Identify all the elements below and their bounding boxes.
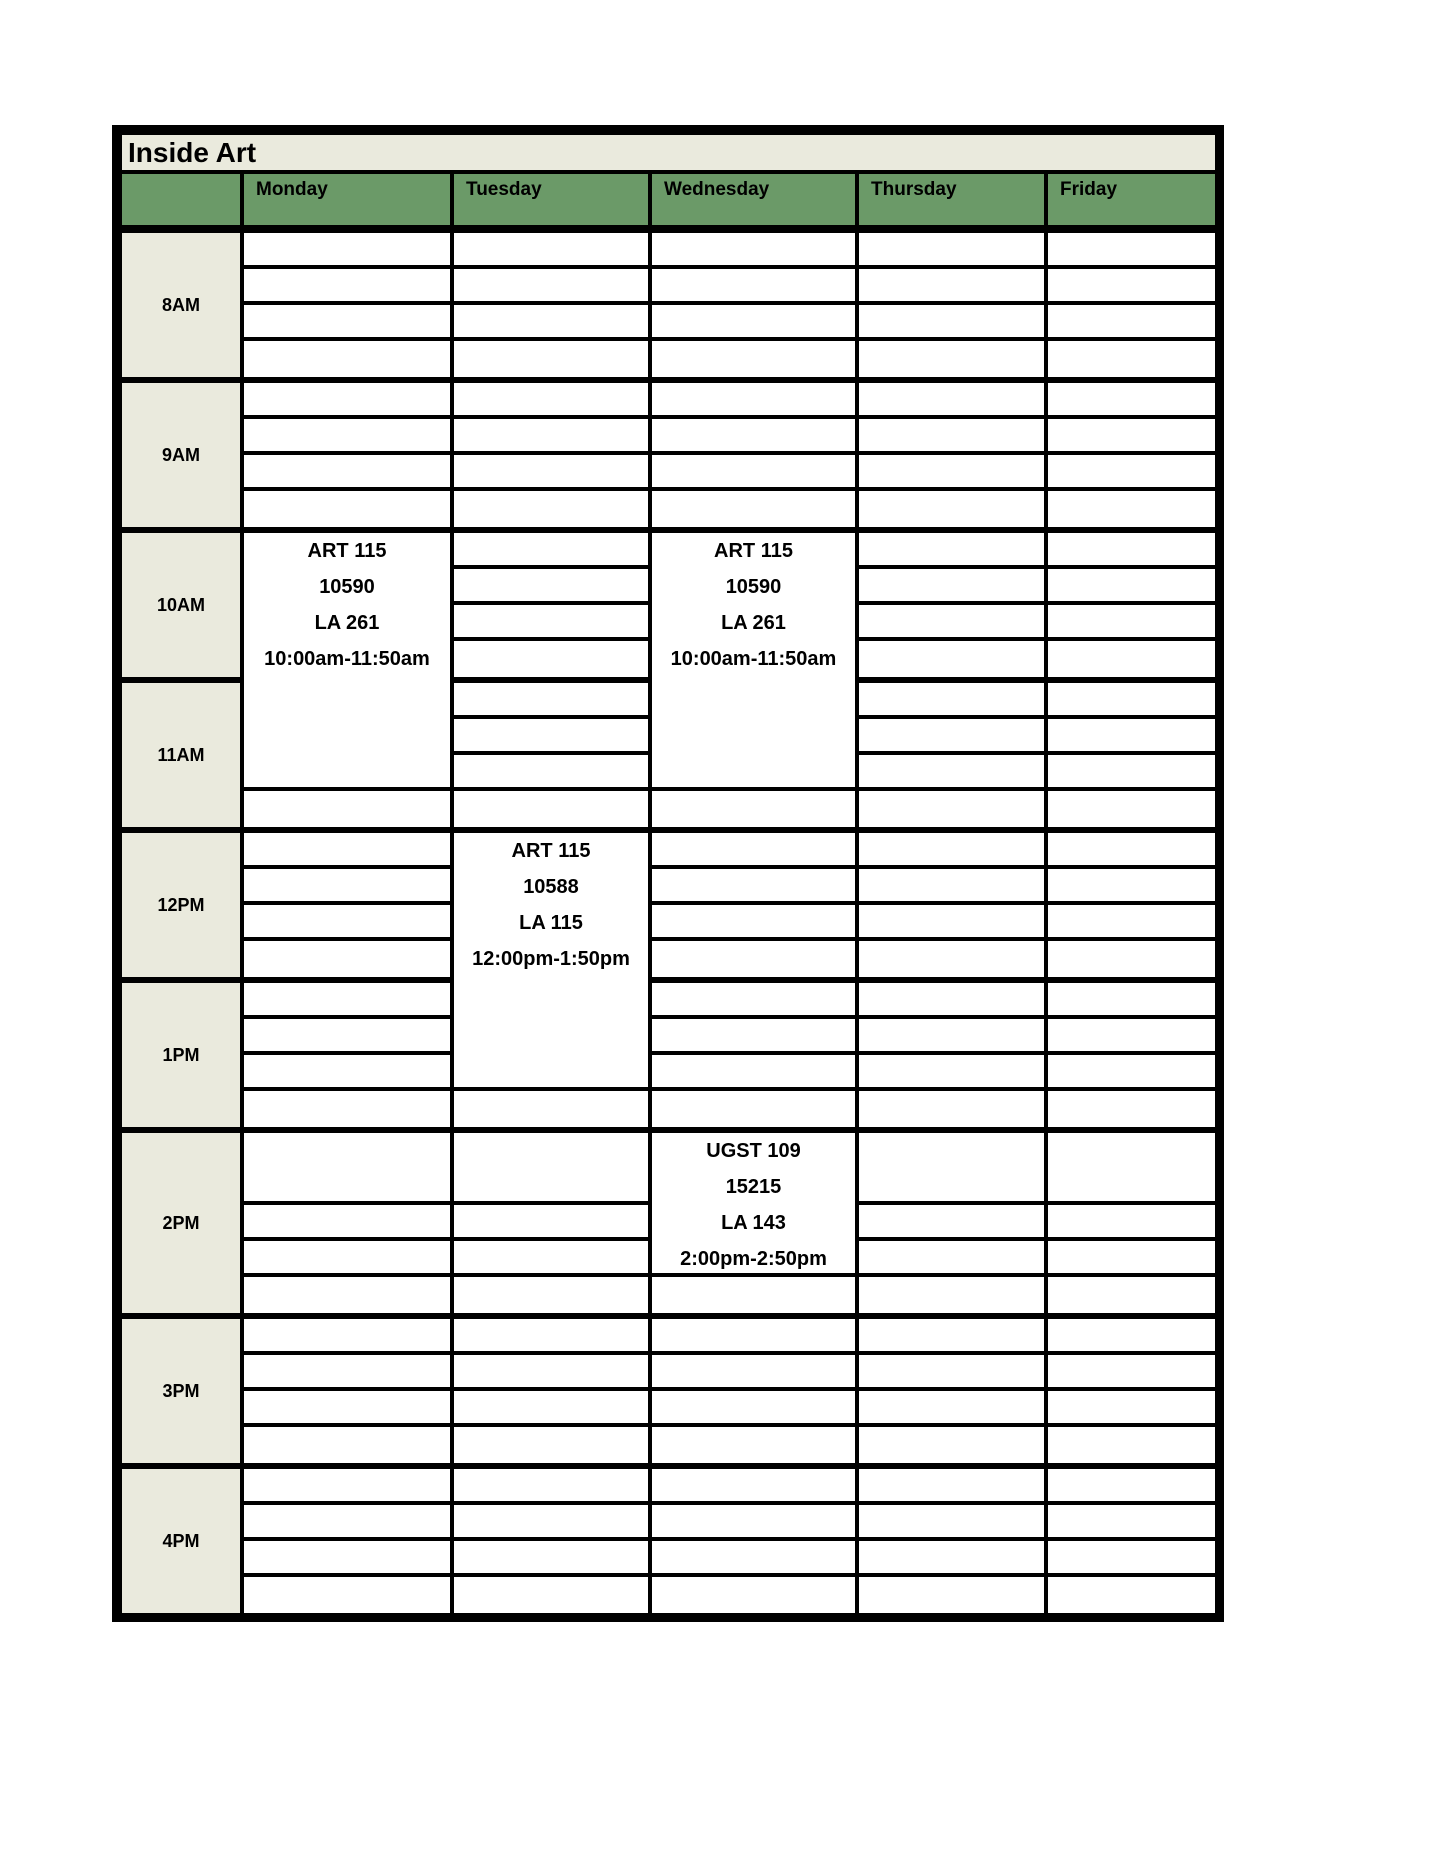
empty-cell — [1048, 491, 1215, 527]
empty-cell — [859, 641, 1044, 677]
course-block-art-115-monday — [244, 533, 450, 787]
empty-cell — [244, 983, 450, 1015]
empty-cell — [859, 533, 1044, 565]
time-label-3pm: 3PM — [122, 1319, 240, 1463]
empty-cell — [859, 941, 1044, 977]
course-section: 10588 — [523, 876, 579, 898]
empty-cell — [652, 233, 855, 265]
empty-cell — [652, 1541, 855, 1573]
empty-cell — [244, 1505, 450, 1537]
empty-cell — [244, 233, 450, 265]
empty-cell — [454, 569, 648, 601]
empty-cell — [244, 1427, 450, 1463]
empty-cell — [244, 1055, 450, 1087]
empty-cell — [1048, 641, 1215, 677]
empty-cell — [859, 455, 1044, 487]
course-block-art-115-tuesday — [454, 833, 648, 1087]
empty-cell — [1048, 1205, 1215, 1237]
empty-cell — [652, 1577, 855, 1613]
empty-cell — [859, 1355, 1044, 1387]
empty-cell — [1048, 983, 1215, 1015]
empty-cell — [859, 383, 1044, 415]
empty-cell — [859, 419, 1044, 451]
empty-cell — [244, 1205, 450, 1237]
empty-cell — [1048, 1469, 1215, 1501]
empty-cell — [859, 791, 1044, 827]
time-label-10am: 10AM — [122, 533, 240, 677]
empty-cell — [652, 419, 855, 451]
course-room: LA 143 — [721, 1212, 786, 1234]
empty-cell — [244, 1469, 450, 1501]
empty-cell — [454, 383, 648, 415]
empty-cell — [1048, 1133, 1215, 1201]
empty-cell — [1048, 755, 1215, 787]
empty-cell — [1048, 605, 1215, 637]
course-time: 10:00am-11:50am — [670, 648, 837, 670]
empty-cell — [859, 1241, 1044, 1273]
empty-cell — [859, 1133, 1044, 1201]
empty-cell — [454, 1277, 648, 1313]
empty-cell — [244, 1019, 450, 1051]
empty-cell — [244, 941, 450, 977]
course-section: 15215 — [725, 1176, 782, 1198]
empty-cell — [454, 455, 648, 487]
time-label-8am: 8AM — [122, 233, 240, 377]
empty-cell — [454, 641, 648, 677]
empty-cell — [859, 605, 1044, 637]
empty-cell — [1048, 383, 1215, 415]
empty-cell — [454, 1241, 648, 1273]
empty-cell — [652, 1319, 855, 1351]
empty-cell — [1048, 233, 1215, 265]
empty-cell — [1048, 1391, 1215, 1423]
empty-cell — [652, 791, 855, 827]
course-room: LA 261 — [314, 612, 380, 634]
course-time: 10:00am-11:50am — [264, 648, 430, 670]
empty-cell — [859, 1055, 1044, 1087]
empty-cell — [454, 1427, 648, 1463]
empty-cell — [859, 719, 1044, 751]
empty-cell — [652, 383, 855, 415]
course-room: LA 261 — [721, 612, 786, 634]
empty-cell — [1048, 719, 1215, 751]
empty-cell — [652, 491, 855, 527]
day-header-monday: Monday — [244, 174, 450, 225]
empty-cell — [1048, 833, 1215, 865]
empty-cell — [244, 419, 450, 451]
day-header-friday: Friday — [1048, 174, 1215, 225]
empty-cell — [454, 1205, 648, 1237]
empty-cell — [859, 905, 1044, 937]
empty-cell — [652, 1505, 855, 1537]
schedule-title: Inside Art — [122, 135, 1215, 170]
empty-cell — [859, 1091, 1044, 1127]
empty-cell — [859, 569, 1044, 601]
empty-cell — [1048, 1427, 1215, 1463]
empty-cell — [454, 341, 648, 377]
empty-cell — [454, 1133, 648, 1201]
empty-cell — [244, 341, 450, 377]
empty-cell — [859, 1469, 1044, 1501]
empty-cell — [244, 491, 450, 527]
empty-cell — [244, 383, 450, 415]
empty-cell — [1048, 1055, 1215, 1087]
empty-cell — [454, 233, 648, 265]
empty-cell — [859, 869, 1044, 901]
empty-cell — [1048, 341, 1215, 377]
day-header-wednesday: Wednesday — [652, 174, 855, 225]
empty-cell — [1048, 1241, 1215, 1273]
empty-cell — [1048, 1577, 1215, 1613]
empty-cell — [1048, 455, 1215, 487]
empty-cell — [652, 455, 855, 487]
empty-cell — [652, 833, 855, 865]
empty-cell — [859, 1391, 1044, 1423]
empty-cell — [859, 983, 1044, 1015]
empty-cell — [652, 1091, 855, 1127]
empty-cell — [859, 683, 1044, 715]
empty-cell — [1048, 791, 1215, 827]
empty-cell — [244, 1541, 450, 1573]
empty-cell — [1048, 905, 1215, 937]
day-header-tuesday: Tuesday — [454, 174, 648, 225]
empty-cell — [859, 341, 1044, 377]
course-code: ART 115 — [714, 540, 793, 562]
empty-cell — [454, 491, 648, 527]
empty-cell — [859, 1505, 1044, 1537]
empty-cell — [454, 533, 648, 565]
empty-cell — [652, 1277, 855, 1313]
empty-cell — [1048, 1355, 1215, 1387]
empty-cell — [859, 233, 1044, 265]
empty-cell — [859, 1319, 1044, 1351]
empty-cell — [1048, 1319, 1215, 1351]
empty-cell — [454, 1319, 648, 1351]
empty-cell — [1048, 1541, 1215, 1573]
empty-cell — [454, 791, 648, 827]
empty-cell — [1048, 269, 1215, 301]
empty-cell — [859, 491, 1044, 527]
time-label-1pm: 1PM — [122, 983, 240, 1127]
empty-cell — [454, 419, 648, 451]
empty-cell — [652, 1055, 855, 1087]
empty-cell — [1048, 569, 1215, 601]
empty-cell — [244, 1133, 450, 1201]
schedule-table — [112, 125, 1224, 1622]
empty-cell — [1048, 683, 1215, 715]
empty-cell — [244, 305, 450, 337]
empty-cell — [652, 1427, 855, 1463]
empty-cell — [244, 1277, 450, 1313]
empty-cell — [454, 269, 648, 301]
course-code: ART 115 — [511, 840, 591, 862]
time-label-12pm: 12PM — [122, 833, 240, 977]
empty-cell — [859, 833, 1044, 865]
empty-cell — [244, 869, 450, 901]
course-section: 10590 — [725, 576, 782, 598]
empty-cell — [244, 905, 450, 937]
empty-cell — [859, 1019, 1044, 1051]
empty-cell — [454, 1505, 648, 1537]
empty-cell — [1048, 1277, 1215, 1313]
empty-cell — [244, 833, 450, 865]
empty-cell — [454, 1469, 648, 1501]
empty-cell — [244, 1241, 450, 1273]
empty-cell — [652, 1019, 855, 1051]
course-section: 10590 — [319, 576, 375, 598]
course-code: UGST 109 — [706, 1140, 801, 1162]
course-code: ART 115 — [307, 540, 387, 562]
empty-cell — [244, 1391, 450, 1423]
header-corner-cell — [122, 174, 240, 225]
empty-cell — [652, 305, 855, 337]
empty-cell — [1048, 533, 1215, 565]
empty-cell — [652, 905, 855, 937]
empty-cell — [859, 755, 1044, 787]
empty-cell — [859, 305, 1044, 337]
empty-cell — [652, 341, 855, 377]
empty-cell — [1048, 305, 1215, 337]
course-time: 12:00pm-1:50pm — [472, 948, 630, 970]
empty-cell — [244, 1091, 450, 1127]
empty-cell — [1048, 1091, 1215, 1127]
course-block-art-115-wednesday — [652, 533, 855, 787]
empty-cell — [454, 683, 648, 715]
time-label-9am: 9AM — [122, 383, 240, 527]
course-room: LA 115 — [519, 912, 583, 934]
empty-cell — [652, 869, 855, 901]
empty-cell — [244, 1355, 450, 1387]
empty-cell — [244, 1319, 450, 1351]
empty-cell — [859, 1277, 1044, 1313]
empty-cell — [244, 269, 450, 301]
empty-cell — [454, 719, 648, 751]
empty-cell — [454, 1541, 648, 1573]
empty-cell — [859, 269, 1044, 301]
empty-cell — [454, 1091, 648, 1127]
empty-cell — [454, 755, 648, 787]
empty-cell — [652, 1469, 855, 1501]
time-label-11am: 11AM — [122, 683, 240, 827]
empty-cell — [859, 1427, 1044, 1463]
empty-cell — [454, 1577, 648, 1613]
empty-cell — [859, 1577, 1044, 1613]
empty-cell — [859, 1541, 1044, 1573]
course-block-ugst-109-wednesday — [652, 1133, 855, 1273]
empty-cell — [859, 1205, 1044, 1237]
empty-cell — [652, 983, 855, 1015]
day-header-thursday: Thursday — [859, 174, 1044, 225]
empty-cell — [454, 1355, 648, 1387]
empty-cell — [454, 305, 648, 337]
empty-cell — [244, 455, 450, 487]
empty-cell — [652, 941, 855, 977]
empty-cell — [244, 1577, 450, 1613]
empty-cell — [652, 1355, 855, 1387]
empty-cell — [1048, 1019, 1215, 1051]
empty-cell — [1048, 941, 1215, 977]
empty-cell — [244, 791, 450, 827]
course-time: 2:00pm-2:50pm — [680, 1248, 827, 1270]
empty-cell — [454, 1391, 648, 1423]
empty-cell — [1048, 419, 1215, 451]
time-label-4pm: 4PM — [122, 1469, 240, 1613]
empty-cell — [652, 269, 855, 301]
empty-cell — [652, 1391, 855, 1423]
empty-cell — [454, 605, 648, 637]
time-label-2pm: 2PM — [122, 1133, 240, 1313]
empty-cell — [1048, 869, 1215, 901]
empty-cell — [1048, 1505, 1215, 1537]
